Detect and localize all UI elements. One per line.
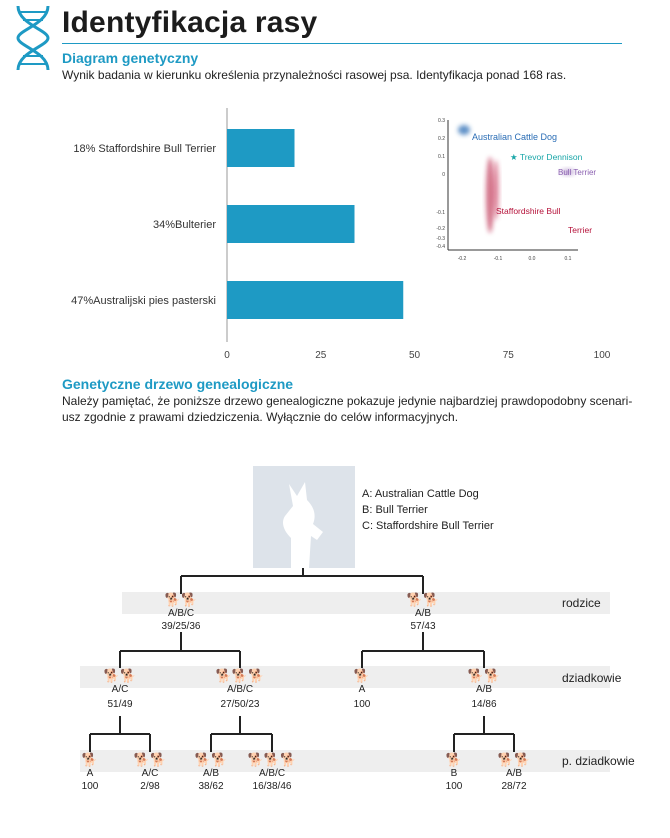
node-pct: 57/43 <box>410 621 436 632</box>
gen-label-parents: rodzice <box>562 596 601 610</box>
node-pct: 16/38/46 <box>252 781 292 792</box>
bar-category-label: 47%Australijski pies pasterski <box>71 295 216 307</box>
grandparent-node-3 <box>327 668 397 710</box>
bar-x-tick: 0 <box>224 350 230 361</box>
scatter-label: Australian Cattle Dog <box>472 132 558 142</box>
scatter-label: Terrier <box>568 225 593 235</box>
gen-label-great-grandparents: p. dziadkowie <box>562 754 635 768</box>
bar-x-tick: 25 <box>315 350 327 361</box>
dog-icons: 🐕🐕 <box>497 752 531 767</box>
dog-icons: 🐕🐕 <box>164 592 198 607</box>
node-pct: 39/25/36 <box>161 621 201 632</box>
bar-category-label: 34%Bulterier <box>153 219 216 231</box>
dog-icons: 🐕🐕 <box>194 752 228 767</box>
node-letters: A/C <box>111 684 129 695</box>
scatter-y-tick: 0.3 <box>438 118 445 124</box>
dog-icons: 🐕🐕 <box>133 752 167 767</box>
scatter-x-tick: 0.1 <box>564 256 572 262</box>
scatter-y-tick: 0.1 <box>438 154 445 160</box>
dog-icons: 🐕 <box>81 752 99 767</box>
node-pct: 38/62 <box>198 781 224 792</box>
scatter-y-tick: -0.2 <box>436 226 445 232</box>
legend-b: B: Bull Terrier <box>362 504 428 516</box>
scatter-y-tick: 0.2 <box>438 136 445 142</box>
great-grandparent-node-4 <box>237 752 307 792</box>
node-letters: A/B <box>505 768 523 779</box>
dog-icons: 🐕🐕 <box>467 668 501 683</box>
great-grandparent-node-6 <box>479 752 549 792</box>
parent-node-1 <box>146 592 216 636</box>
node-pct: 14/86 <box>471 699 497 710</box>
scatter-label: Bull Terrier <box>558 168 597 177</box>
dog-icons: 🐕🐕🐕 <box>247 752 297 767</box>
tree-description-line2: usz zgodnie z prawami dziedziczenia. Wyłącznie do celów informacyjnych. <box>62 410 459 424</box>
node-letters: A/B <box>202 768 220 779</box>
node-letters: A/B/C <box>167 608 195 619</box>
bar-x-tick: 100 <box>593 350 611 361</box>
node-pct: 27/50/23 <box>220 699 260 710</box>
scatter-y-tick: -0.4 <box>436 244 445 250</box>
node-letters: A/B/C <box>226 684 254 695</box>
node-letters: A <box>358 684 366 695</box>
great-grandparent-node-3 <box>176 752 246 792</box>
grandparent-node-4 <box>449 668 519 710</box>
node-letters: A/B/C <box>258 768 286 779</box>
node-letters: A/C <box>141 768 159 779</box>
scatter-label: Staffordshire Bull <box>496 206 561 216</box>
bar-x-tick: 75 <box>502 350 514 361</box>
dog-icons: 🐕🐕🐕 <box>215 668 265 683</box>
scatter-y-tick: 0 <box>442 172 445 178</box>
scatter-x-tick: 0.0 <box>528 256 536 262</box>
node-pct: 100 <box>445 781 463 792</box>
parent-node-2 <box>388 592 458 636</box>
node-letters: A/B <box>414 608 432 619</box>
node-letters: A <box>86 768 94 779</box>
tree-description-line1: Należy pamiętać, że poniższe drzewo genealogiczne pokazuje jedynie najbardziej prawdopodobny scenari- <box>62 394 633 408</box>
scatter-y-tick: -0.3 <box>436 236 445 242</box>
scatter-label: ★ Trevor Dennison <box>510 152 583 162</box>
scatter-x-tick: -0.1 <box>493 256 503 262</box>
grandparent-node-1 <box>85 668 155 710</box>
gen-label-grandparents: dziadkowie <box>562 671 622 685</box>
scatter-y-tick: -0.1 <box>436 210 445 216</box>
node-letters: B <box>450 768 458 779</box>
scatter-x-tick: -0.2 <box>457 256 467 262</box>
node-pct: 100 <box>353 699 371 710</box>
grandparent-node-2 <box>205 668 275 710</box>
bar-category-label: 18% Staffordshire Bull Terrier <box>73 143 216 155</box>
node-pct: 51/49 <box>107 699 133 710</box>
great-grandparent-node-2 <box>115 752 185 792</box>
dog-icons: 🐕 <box>353 668 371 683</box>
genetic-heading: Diagram genetyczny <box>62 50 199 66</box>
dog-icons: 🐕 <box>445 752 463 767</box>
node-pct: 28/72 <box>501 781 527 792</box>
node-letters: A/B <box>475 684 493 695</box>
genetic-description: Wynik badania w kierunku określenia przynależności rasowej psa. Identyfikacja ponad 168 ras. <box>62 68 567 82</box>
bar-x-tick: 50 <box>408 350 421 361</box>
dog-icons: 🐕🐕 <box>103 668 137 683</box>
node-pct: 2/98 <box>140 781 160 792</box>
dog-icons: 🐕🐕 <box>406 592 440 607</box>
tree-heading: Genetyczne drzewo genealogiczne <box>62 376 294 392</box>
legend-c: C: Staffordshire Bull Terrier <box>362 520 494 532</box>
page-title: Identyfikacja rasy <box>62 6 318 39</box>
legend-a: A: Australian Cattle Dog <box>362 488 479 500</box>
node-pct: 100 <box>81 781 99 792</box>
